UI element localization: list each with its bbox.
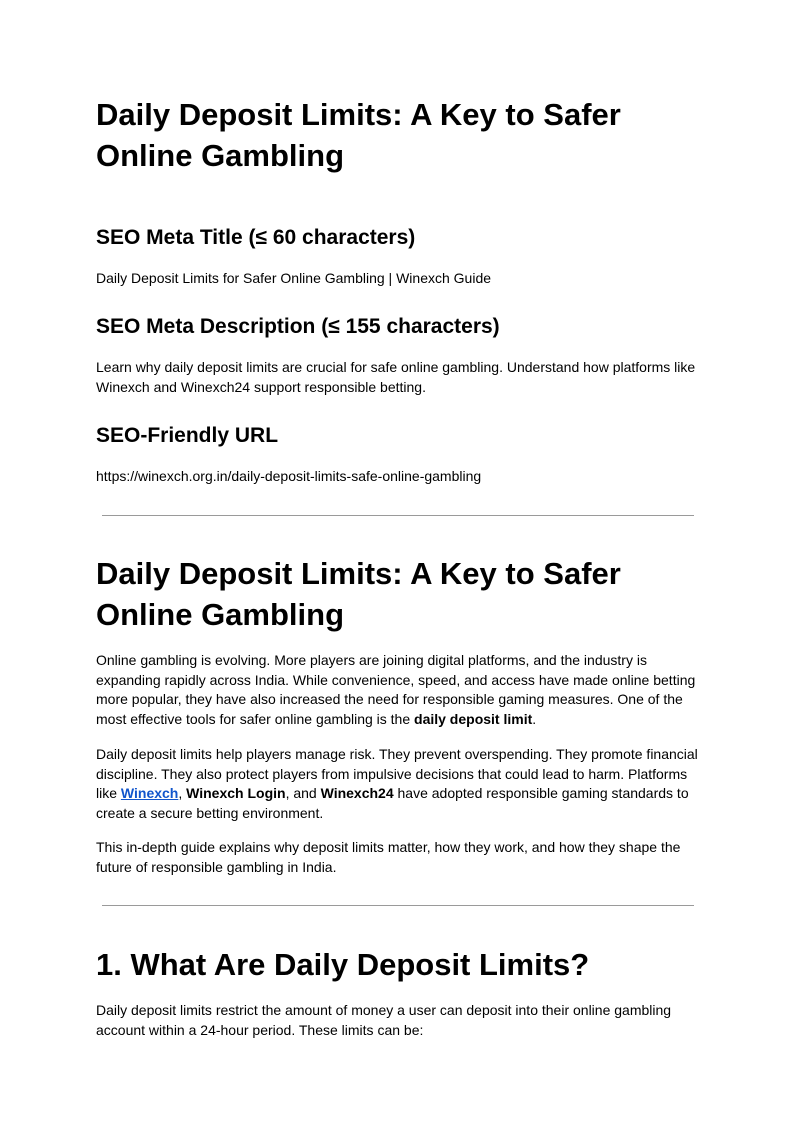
section-1-heading: 1. What Are Daily Deposit Limits? — [96, 947, 590, 982]
divider — [102, 905, 694, 906]
paragraph-end: have adopted responsible gaming standards to create a secure betting environment. — [96, 785, 689, 821]
article-paragraph-2 — [96, 745, 702, 823]
article-paragraph-3: This in-depth guide explains why deposit limits matter, how they work, and how they shape the future of responsible gambling in India. — [96, 839, 681, 875]
paragraph-end: . — [532, 710, 537, 727]
seo-description-text: Learn why daily deposit limits are crucial for safe online gambling. Understand how platforms like Winexch and Winexch24 support responsible betting. — [96, 359, 696, 395]
seo-url-heading: SEO-Friendly URL — [96, 424, 279, 447]
winexch-link[interactable]: Winexch — [120, 785, 179, 801]
seo-description-heading: SEO Meta Description (≤ 155 characters) — [96, 315, 500, 338]
seo-url-text: https://winexch.org.in/daily-deposit-limits-safe-online-gambling — [96, 468, 482, 484]
section-1-text: Daily deposit limits restrict the amount of money a user can deposit into their online gambling account within a 24-hour period. These limits can be: — [96, 1002, 672, 1038]
bold-phrase: Winexch Login — [186, 785, 286, 801]
seo-title-text: Daily Deposit Limits for Safer Online Gambling | Winexch Guide — [96, 270, 492, 286]
seo-title-heading: SEO Meta Title (≤ 60 characters) — [96, 226, 416, 249]
separator: , and — [285, 785, 321, 801]
divider — [102, 515, 694, 516]
bold-phrase: daily deposit limit — [414, 710, 533, 727]
article-paragraph-1 — [96, 651, 702, 729]
bold-phrase: Winexch24 — [320, 785, 394, 801]
paragraph-text: Daily deposit limits help players manage risk. They prevent overspending. They promote financial discipline. They also protect players from impulsive decisions that could lead to harm. Platforms like — [96, 746, 698, 801]
article-title: Daily Deposit Limits: A Key to Safer Online Gambling — [96, 556, 621, 632]
separator: , — [178, 785, 187, 801]
paragraph-text: Online gambling is evolving. More players are joining digital platforms, and the industry is expanding rapidly across India. While convenience, speed, and access have made online betting more popular, they have also increased the need for responsible gaming measures. One of the most effective tools for safer online gambling is the — [96, 652, 696, 727]
document-title: Daily Deposit Limits: A Key to Safer Online Gambling — [96, 97, 621, 173]
